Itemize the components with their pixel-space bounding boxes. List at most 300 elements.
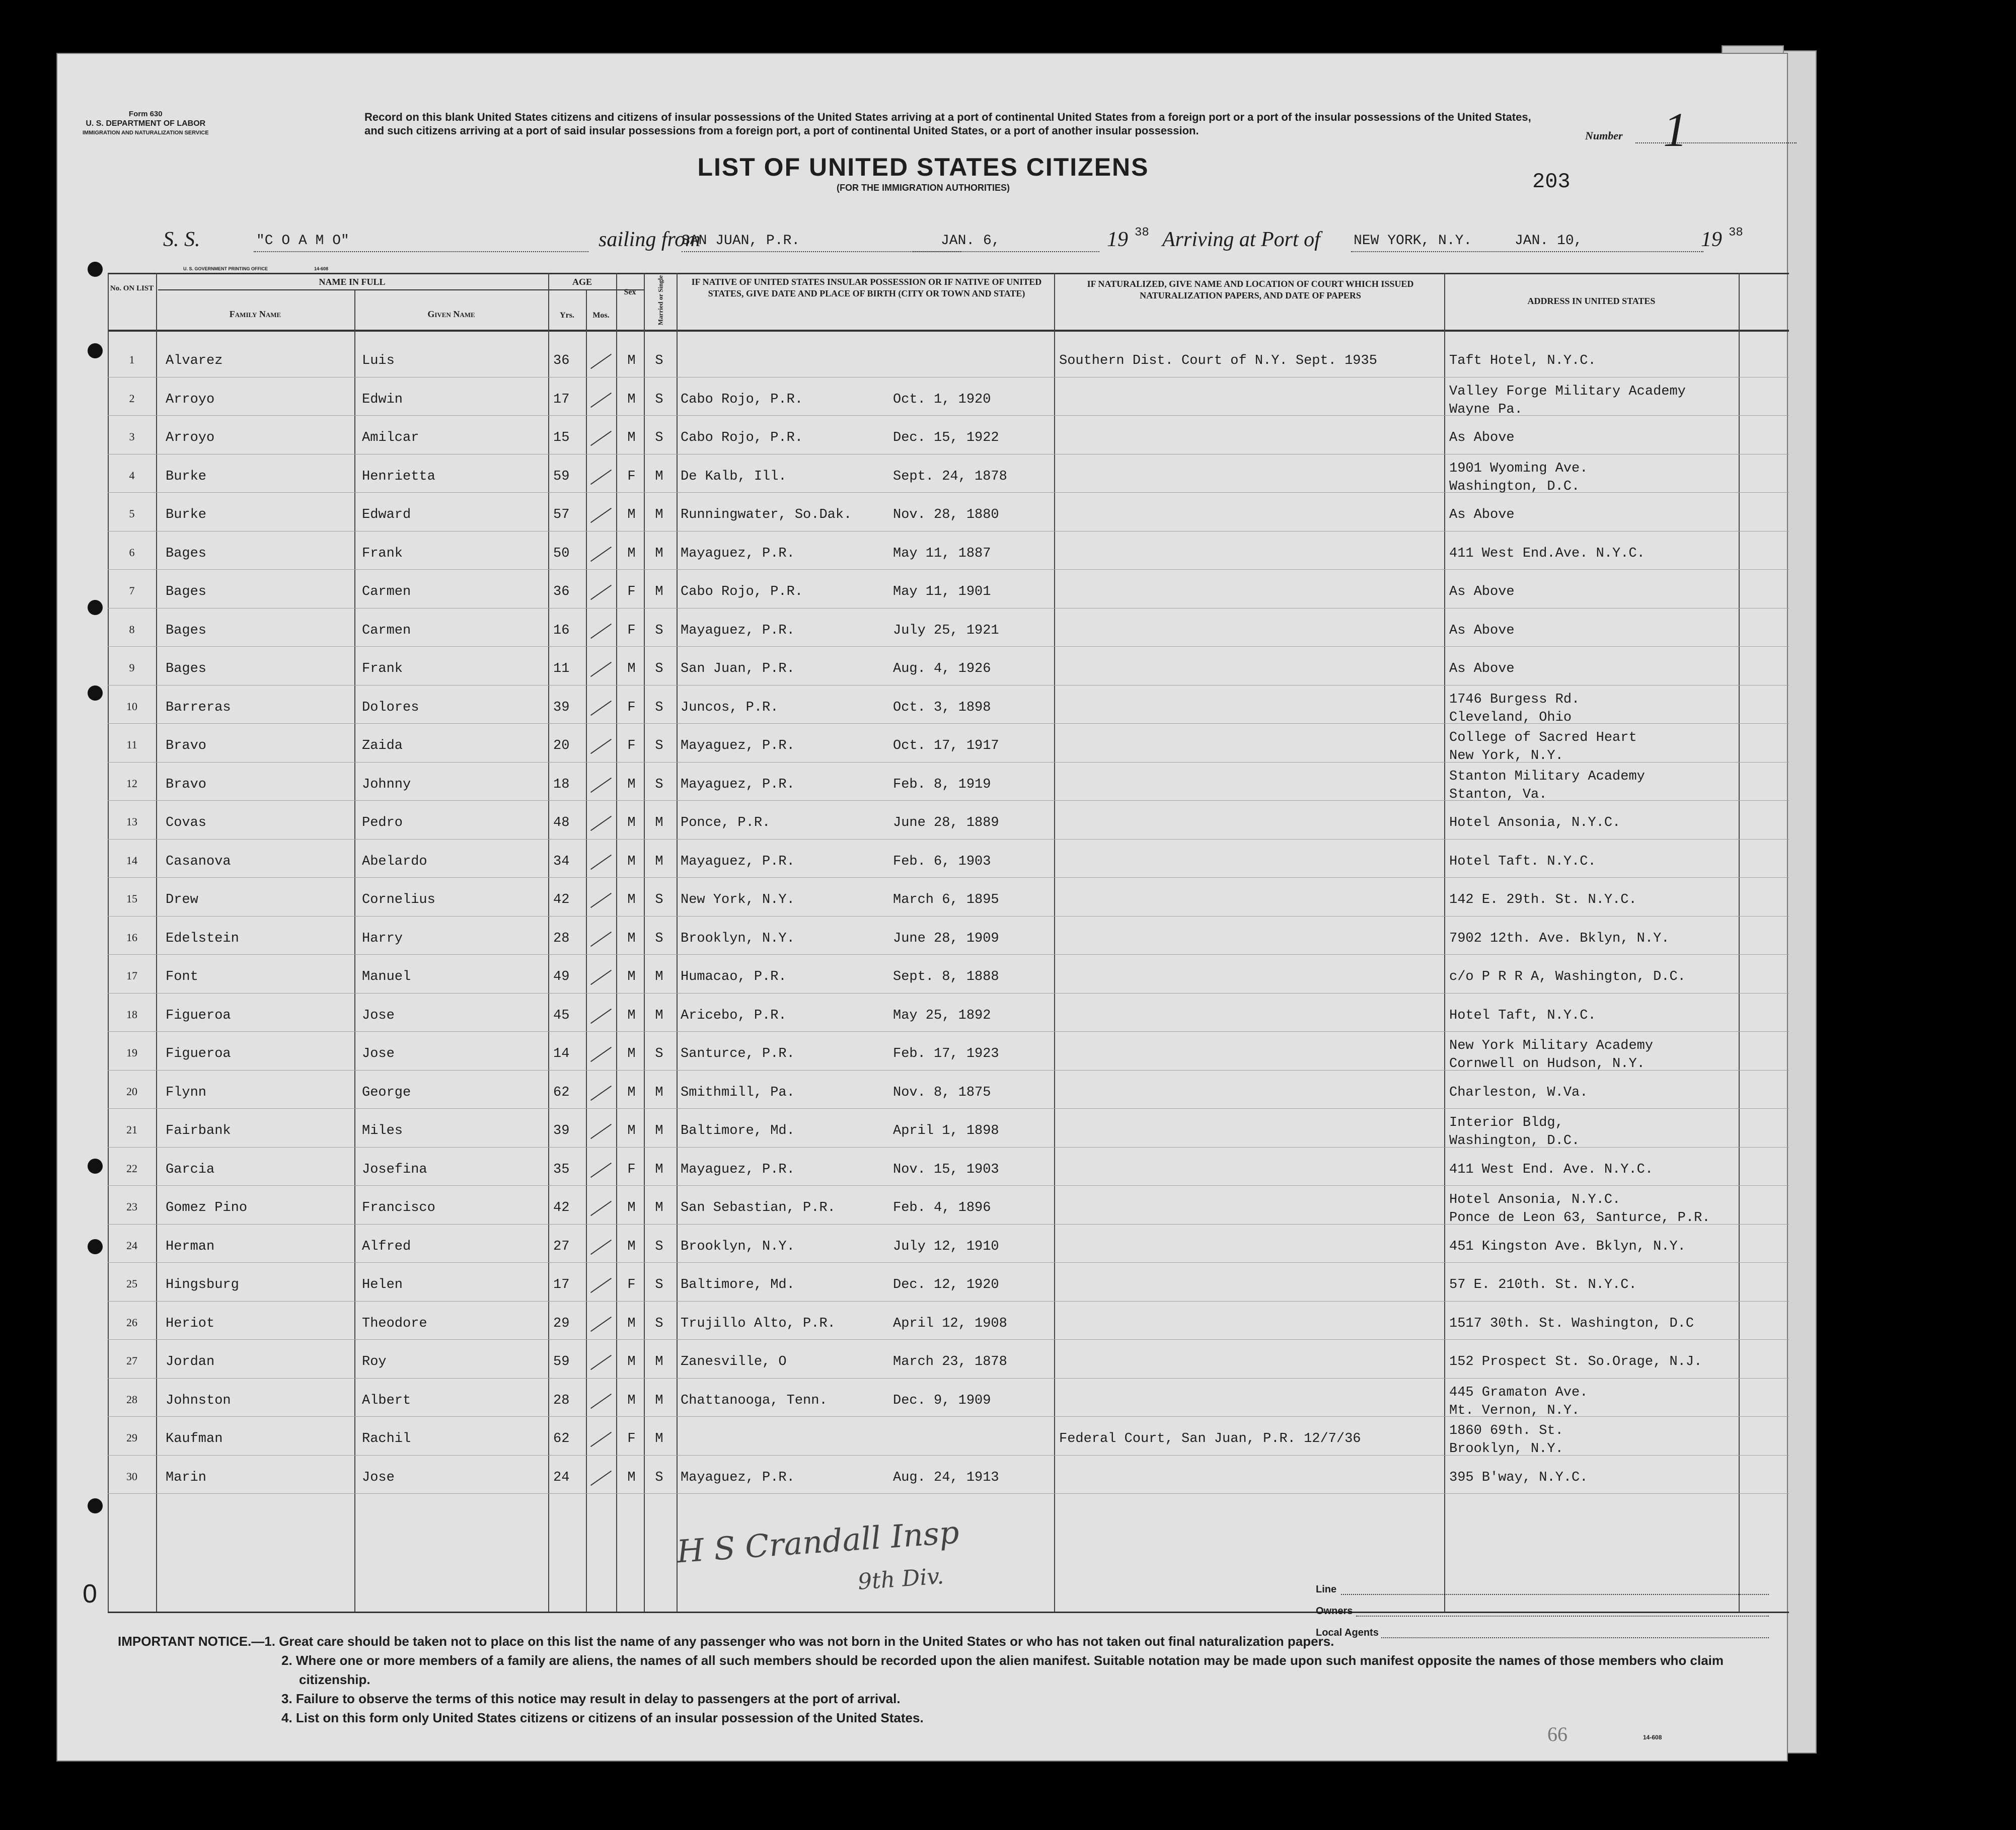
cell-family: Bages (166, 584, 207, 599)
cell-address-line-1: Hotel Ansonia, N.Y.C. (1449, 815, 1621, 830)
cell-place: San Juan, P.R. (681, 661, 795, 676)
cell-date: Sept. 8, 1888 (893, 969, 999, 984)
months-tick-mark (590, 931, 612, 946)
cell-place: Aricebo, P.R. (681, 1008, 787, 1023)
months-tick-mark (590, 816, 612, 831)
cell-given: Miles (362, 1123, 403, 1138)
cell-place: San Sebastian, P.R. (681, 1200, 836, 1215)
cell-family: Marin (166, 1470, 207, 1485)
cell-ms: M (655, 469, 663, 484)
cell-yrs: 20 (553, 738, 570, 753)
header-address: ADDRESS IN UNITED STATES (1527, 296, 1656, 306)
cell-address-line-1: Hotel Taft. N.Y.C. (1449, 854, 1596, 869)
cell-ms: S (655, 1046, 663, 1061)
cell-ms: M (655, 815, 663, 830)
cell-given: Henrietta (362, 469, 435, 484)
cell-ms: S (655, 661, 663, 676)
cell-yrs: 28 (553, 931, 570, 946)
cell-family: Bravo (166, 777, 207, 792)
cell-given: Cornelius (362, 892, 435, 907)
punch-hole (88, 1159, 103, 1174)
cell-address-line-1: Interior Bldg, (1449, 1115, 1563, 1130)
form-number: Form 630 (128, 110, 163, 118)
cell-given: Harry (362, 931, 403, 946)
months-tick-mark (590, 1393, 612, 1408)
inspector-signature: H S Crandall Insp (676, 1513, 960, 1570)
cell-address-line-1: Hotel Ansonia, N.Y.C. (1449, 1192, 1621, 1207)
cell-no: 22 (126, 1162, 137, 1175)
months-tick-mark (590, 354, 612, 369)
header-birth: IF NATIVE OF UNITED STATES INSULAR POSSESSION OR IF NATIVE OF UNITED STATES, GIVE DATE AND PLACE OF BIRTH (CITY OR TOWN AND STATE) (691, 277, 1042, 298)
cell-no: 8 (129, 623, 135, 636)
cell-place: Cabo Rojo, P.R. (681, 584, 803, 599)
cell-family: Drew (166, 892, 198, 907)
header-bottom-border (108, 330, 1789, 332)
cell-date: Feb. 6, 1903 (893, 854, 991, 869)
punch-hole (88, 1239, 103, 1254)
cell-date: April 12, 1908 (893, 1316, 1007, 1331)
cell-family: Jordan (166, 1354, 215, 1369)
cell-sex: M (627, 931, 636, 946)
instructions-text: Record on this blank United States citizens and citizens of insular possessions of the United States arriving at a port of continental United States from a foreign port or a port of the insular possessions of the United States, and such citizens arriving at a port of said insular possessions from a foreign port, a port of continental United States, or a port of another insular possession. (364, 111, 1531, 137)
row-rule (108, 646, 1789, 647)
page-subtitle: (FOR THE IMMIGRATION AUTHORITIES) (837, 183, 1010, 193)
cell-sex: M (627, 661, 636, 676)
months-tick-mark (590, 1470, 612, 1485)
cell-date: May 11, 1887 (893, 546, 991, 561)
cell-date: Oct. 1, 1920 (893, 392, 991, 407)
cell-address-line-1: Charleston, W.Va. (1449, 1085, 1588, 1100)
months-tick-mark (590, 623, 612, 638)
owners-label: Owners (1316, 1606, 1353, 1617)
cell-sex: M (627, 1200, 636, 1215)
months-tick-mark (590, 1085, 612, 1100)
cell-sex: F (627, 738, 636, 753)
cell-sex: M (627, 353, 636, 368)
cell-yrs: 17 (553, 1277, 570, 1292)
cell-ms: S (655, 738, 663, 753)
cell-yrs: 62 (553, 1085, 570, 1100)
header-family-name: Family Name (229, 309, 281, 319)
cell-family: Casanova (166, 854, 231, 869)
cell-yrs: 36 (553, 584, 570, 599)
cell-given: Theodore (362, 1316, 427, 1331)
cell-family: Hingsburg (166, 1277, 239, 1292)
cell-sex: M (627, 1354, 636, 1369)
cell-given: Helen (362, 1277, 403, 1292)
cell-address-line-1: 1746 Burgess Rd. (1449, 692, 1580, 707)
cell-family: Burke (166, 507, 207, 522)
cell-given: Johnny (362, 777, 411, 792)
cell-date: March 6, 1895 (893, 892, 999, 907)
cell-place: Mayaguez, P.R. (681, 546, 795, 561)
months-tick-mark (590, 777, 612, 792)
months-tick-mark (590, 546, 612, 561)
cell-sex: F (627, 700, 636, 715)
cell-family: Fairbank (166, 1123, 231, 1138)
cell-given: Dolores (362, 700, 419, 715)
cell-ms: S (655, 430, 663, 445)
department-name: U. S. DEPARTMENT OF LABOR (86, 119, 206, 128)
cell-address-line-2: Washington, D.C. (1449, 479, 1580, 494)
notice-label: IMPORTANT NOTICE. (118, 1634, 252, 1649)
cell-sex: F (627, 1162, 636, 1177)
sailing-date: JAN. 6, (941, 233, 1000, 249)
cell-given: Luis (362, 353, 395, 368)
cell-date: Aug. 24, 1913 (893, 1470, 999, 1485)
cell-ms: M (655, 507, 663, 522)
punch-hole (88, 262, 103, 277)
cell-ms: S (655, 1277, 663, 1292)
cell-family: Burke (166, 469, 207, 484)
cell-yrs: 29 (553, 1316, 570, 1331)
cell-family: Heriot (166, 1316, 215, 1331)
months-tick-mark (590, 700, 612, 715)
months-tick-mark (590, 662, 612, 677)
cell-address-line-1: As Above (1449, 584, 1515, 599)
cell-given: Pedro (362, 815, 403, 830)
cell-no: 10 (126, 700, 137, 713)
header-age: AGE (572, 277, 592, 287)
arrival-year-prefix: 19 (1701, 228, 1722, 251)
cell-court: Southern Dist. Court of N.Y. Sept. 1935 (1059, 353, 1377, 368)
cell-yrs: 42 (553, 892, 570, 907)
cell-no: 3 (129, 430, 135, 443)
cell-no: 17 (126, 969, 137, 982)
cell-yrs: 27 (553, 1239, 570, 1254)
cell-no: 14 (126, 854, 137, 867)
cell-given: Roy (362, 1354, 387, 1369)
cell-family: Figueroa (166, 1008, 231, 1023)
col-line-9 (1444, 273, 1445, 1612)
cell-date: Dec. 9, 1909 (893, 1393, 991, 1408)
cell-date: Aug. 4, 1926 (893, 661, 991, 676)
cell-date: Sept. 24, 1878 (893, 469, 1007, 484)
cell-sex: M (627, 969, 636, 984)
punch-hole (88, 343, 103, 358)
cell-ms: M (655, 546, 663, 561)
cell-address-line-1: Valley Forge Military Academy (1449, 384, 1686, 399)
line-field (1341, 1594, 1769, 1595)
row-rule (108, 839, 1789, 840)
cell-address-line-1: As Above (1449, 623, 1515, 638)
cell-yrs: 39 (553, 1123, 570, 1138)
cell-yrs: 24 (553, 1470, 570, 1485)
cell-no: 29 (126, 1431, 137, 1444)
cell-given: Jose (362, 1008, 395, 1023)
cell-sex: M (627, 1316, 636, 1331)
cell-yrs: 11 (553, 661, 570, 676)
printer-line: U. S. GOVERNMENT PRINTING OFFICE (183, 266, 268, 271)
cell-sex: M (627, 1046, 636, 1061)
cell-yrs: 48 (553, 815, 570, 830)
cell-given: Albert (362, 1393, 411, 1408)
cell-ms: S (655, 353, 663, 368)
arrival-date: JAN. 10, (1515, 233, 1583, 249)
cell-ms: M (655, 854, 663, 869)
cell-given: Carmen (362, 623, 411, 638)
col-line-3 (548, 273, 549, 1612)
cell-address-line-1: Hotel Taft, N.Y.C. (1449, 1008, 1596, 1023)
cell-place: Mayaguez, P.R. (681, 1470, 795, 1485)
cell-ms: S (655, 1470, 663, 1485)
cell-date: Oct. 17, 1917 (893, 738, 999, 753)
cell-ms: M (655, 584, 663, 599)
cell-no: 12 (126, 777, 137, 790)
cell-family: Arroyo (166, 392, 215, 407)
months-tick-mark (590, 585, 612, 600)
important-notice (118, 1632, 1779, 1727)
header-no-on-list: No. ON LIST (110, 284, 154, 292)
cell-no: 15 (126, 892, 137, 905)
cell-sex: M (627, 777, 636, 792)
cell-family: Covas (166, 815, 207, 830)
cell-date: Oct. 3, 1898 (893, 700, 991, 715)
cell-no: 21 (126, 1123, 137, 1136)
cell-address-line-2: Cleveland, Ohio (1449, 710, 1572, 725)
cell-yrs: 42 (553, 1200, 570, 1215)
row-rule (108, 1378, 1789, 1379)
cell-address-line-2: Washington, D.C. (1449, 1133, 1580, 1149)
cell-address-line-1: 142 E. 29th. St. N.Y.C. (1449, 892, 1637, 907)
cell-address-line-2: New York, N.Y. (1449, 748, 1563, 764)
cell-place: Runningwater, So.Dak. (681, 507, 852, 522)
cell-date: June 28, 1909 (893, 931, 999, 946)
row-rule (108, 877, 1789, 878)
notice-item-1 (118, 1632, 1779, 1651)
cell-address-line-1: 1901 Wyoming Ave. (1449, 461, 1588, 476)
row-rule (108, 1031, 1789, 1032)
signature-note: 9th Div. (857, 1563, 945, 1595)
page-title: LIST OF UNITED STATES CITIZENS (697, 153, 1149, 181)
cell-given: Josefina (362, 1162, 427, 1177)
col-line-10 (1739, 273, 1740, 1612)
months-tick-mark (590, 1201, 612, 1216)
table-bottom-border (108, 1612, 1789, 1613)
sailing-date-line (913, 251, 1099, 252)
months-tick-mark (590, 1162, 612, 1177)
cell-sex: M (627, 1008, 636, 1023)
number-label: Number (1585, 129, 1623, 142)
cell-yrs: 49 (553, 969, 570, 984)
cell-place: Mayaguez, P.R. (681, 1162, 795, 1177)
col-line-8 (1054, 273, 1055, 1612)
cell-given: Manuel (362, 969, 411, 984)
months-tick-mark (590, 1047, 612, 1062)
cell-no: 18 (126, 1008, 137, 1021)
cell-given: Abelardo (362, 854, 427, 869)
cell-sex: M (627, 854, 636, 869)
cell-court: Federal Court, San Juan, P.R. 12/7/36 (1059, 1431, 1361, 1446)
col-line-7 (677, 273, 678, 1612)
cell-yrs: 50 (553, 546, 570, 561)
cell-no: 27 (126, 1354, 137, 1367)
months-tick-mark (590, 1316, 612, 1331)
cell-given: Frank (362, 546, 403, 561)
cell-no: 5 (129, 507, 135, 520)
row-rule (108, 993, 1789, 994)
row-rule (108, 1262, 1789, 1263)
cell-address-line-2: Wayne Pa. (1449, 402, 1523, 417)
cell-address-line-2: Brooklyn, N.Y. (1449, 1441, 1563, 1457)
months-tick-mark (590, 431, 612, 446)
cell-sex: M (627, 546, 636, 561)
header-name-in-full: NAME IN FULL (319, 277, 386, 287)
cell-ms: S (655, 1316, 663, 1331)
cell-place: New York, N.Y. (681, 892, 795, 907)
cell-sex: M (627, 815, 636, 830)
cell-family: Gomez Pino (166, 1200, 248, 1215)
col-line-4 (586, 290, 587, 1612)
cell-ms: M (655, 969, 663, 984)
cell-yrs: 62 (553, 1431, 570, 1446)
cell-date: Nov. 8, 1875 (893, 1085, 991, 1100)
cell-no: 25 (126, 1277, 137, 1290)
owners-field (1356, 1616, 1769, 1617)
months-tick-mark (590, 1278, 612, 1293)
cell-address-line-1: 411 West End. Ave. N.Y.C. (1449, 1162, 1654, 1177)
row-rule (108, 415, 1789, 416)
cell-date: April 1, 1898 (893, 1123, 999, 1138)
cell-yrs: 59 (553, 1354, 570, 1369)
cell-sex: M (627, 1123, 636, 1138)
cell-yrs: 17 (553, 392, 570, 407)
corner-mark: 0 (83, 1579, 97, 1609)
cell-family: Bages (166, 546, 207, 561)
cell-address-line-2: Stanton, Va. (1449, 787, 1547, 802)
months-tick-mark (590, 854, 612, 869)
cell-no: 19 (126, 1046, 137, 1059)
cell-ms: M (655, 1354, 663, 1369)
col-line-2 (354, 290, 355, 1612)
cell-date: May 25, 1892 (893, 1008, 991, 1023)
cell-yrs: 57 (553, 507, 570, 522)
cell-no: 4 (129, 469, 135, 482)
cell-address-line-1: New York Military Academy (1449, 1038, 1654, 1053)
cell-place: Mayaguez, P.R. (681, 854, 795, 869)
sailing-year-prefix: 19 (1107, 228, 1128, 251)
cell-address-line-1: Taft Hotel, N.Y.C. (1449, 353, 1596, 368)
cell-family: Bages (166, 623, 207, 638)
cell-place: Santurce, P.R. (681, 1046, 795, 1061)
cell-yrs: 15 (553, 430, 570, 445)
service-name: IMMIGRATION AND NATURALIZATION SERVICE (83, 130, 209, 136)
cell-yrs: 39 (553, 700, 570, 715)
cell-date: Dec. 12, 1920 (893, 1277, 999, 1292)
manifest-sheet (56, 53, 1788, 1762)
agents-label: Local Agents (1316, 1627, 1379, 1638)
cell-address-line-1: 1517 30th. St. Washington, D.C (1449, 1316, 1694, 1331)
cell-date: Nov. 28, 1880 (893, 507, 999, 522)
months-tick-mark (590, 893, 612, 908)
cell-place: Mayaguez, P.R. (681, 777, 795, 792)
cell-date: Feb. 17, 1923 (893, 1046, 999, 1061)
cell-date: July 25, 1921 (893, 623, 999, 638)
cell-given: George (362, 1085, 411, 1100)
cell-place: Brooklyn, N.Y. (681, 1239, 795, 1254)
cell-given: Francisco (362, 1200, 435, 1215)
punch-hole (88, 685, 103, 701)
cell-place: Baltimore, Md. (681, 1123, 795, 1138)
cell-address-line-1: 411 West End.Ave. N.Y.C. (1449, 546, 1645, 561)
cell-yrs: 59 (553, 469, 570, 484)
cell-ms: M (655, 1200, 663, 1215)
cell-family: Kaufman (166, 1431, 223, 1446)
sailing-port: SAN JUAN, P.R. (682, 233, 800, 249)
cell-sex: M (627, 1085, 636, 1100)
cell-sex: M (627, 392, 636, 407)
cell-date: Nov. 15, 1903 (893, 1162, 999, 1177)
cell-no: 2 (129, 392, 135, 405)
cell-family: Barreras (166, 700, 231, 715)
row-rule (108, 1108, 1789, 1109)
ss-label: S. S. (163, 228, 200, 251)
cell-place: Smithmill, Pa. (681, 1085, 795, 1100)
arrival-port: NEW YORK, N.Y. (1354, 233, 1472, 249)
cell-place: Mayaguez, P.R. (681, 738, 795, 753)
cell-family: Johnston (166, 1393, 231, 1408)
months-tick-mark (590, 739, 612, 754)
cell-address-line-1: As Above (1449, 661, 1515, 676)
months-tick-mark (590, 1355, 612, 1370)
header-married-single: Married or Single (656, 275, 664, 326)
header-sex: Sex (624, 288, 636, 296)
cell-given: Rachil (362, 1431, 411, 1446)
line-label: Line (1316, 1584, 1337, 1595)
cell-no: 30 (126, 1470, 137, 1483)
cell-address-line-2: Mt. Vernon, N.Y. (1449, 1403, 1580, 1418)
cell-no: 11 (126, 738, 137, 751)
cell-address-line-1: As Above (1449, 507, 1515, 522)
cell-place: Trujillo Alto, P.R. (681, 1316, 836, 1331)
cell-date: Feb. 4, 1896 (893, 1200, 991, 1215)
ship-name-line (254, 251, 588, 252)
row-rule (108, 954, 1789, 955)
cell-sex: M (627, 507, 636, 522)
cell-no: 23 (126, 1200, 137, 1213)
cell-family: Font (166, 969, 198, 984)
arrival-year: 38 (1729, 226, 1743, 240)
cell-ms: S (655, 1239, 663, 1254)
header-naturalized: IF NATURALIZED, GIVE NAME AND LOCATION OF COURT WHICH ISSUED NATURALIZATION PAPERS, AND DATE OF PAPERS (1087, 279, 1414, 300)
cell-ms: S (655, 777, 663, 792)
cell-address-line-1: 57 E. 210th. St. N.Y.C. (1449, 1277, 1637, 1292)
cell-ms: M (655, 1162, 663, 1177)
cell-family: Figueroa (166, 1046, 231, 1061)
cell-family: Arroyo (166, 430, 215, 445)
cell-sex: M (627, 1239, 636, 1254)
cell-ms: S (655, 700, 663, 715)
cell-place: Juncos, P.R. (681, 700, 779, 715)
months-tick-mark (590, 1008, 612, 1023)
months-tick-mark (590, 970, 612, 985)
months-tick-mark (590, 1432, 612, 1447)
cell-yrs: 35 (553, 1162, 570, 1177)
cell-yrs: 14 (553, 1046, 570, 1061)
cell-yrs: 16 (553, 623, 570, 638)
number-line (1635, 142, 1797, 143)
cell-address-line-1: 7902 12th. Ave. Bklyn, N.Y. (1449, 931, 1670, 946)
months-tick-mark (590, 392, 612, 407)
cell-no: 26 (126, 1316, 137, 1329)
cell-ms: M (655, 1393, 663, 1408)
notice-item-3: 3. Failure to observe the terms of this notice may result in delay to passengers at the port of arrival. (281, 1691, 901, 1706)
arriving-label: Arriving at Port of (1162, 228, 1320, 251)
cell-family: Bravo (166, 738, 207, 753)
print-code-bottom: 14-608 (1643, 1734, 1662, 1741)
notice-item-1-text: —1. Great care should be taken not to place on this list the name of any passenger who was not born in the United States or who has not taken out final naturalization papers. (251, 1634, 1334, 1649)
cell-address-line-1: 1860 69th. St. (1449, 1423, 1563, 1438)
